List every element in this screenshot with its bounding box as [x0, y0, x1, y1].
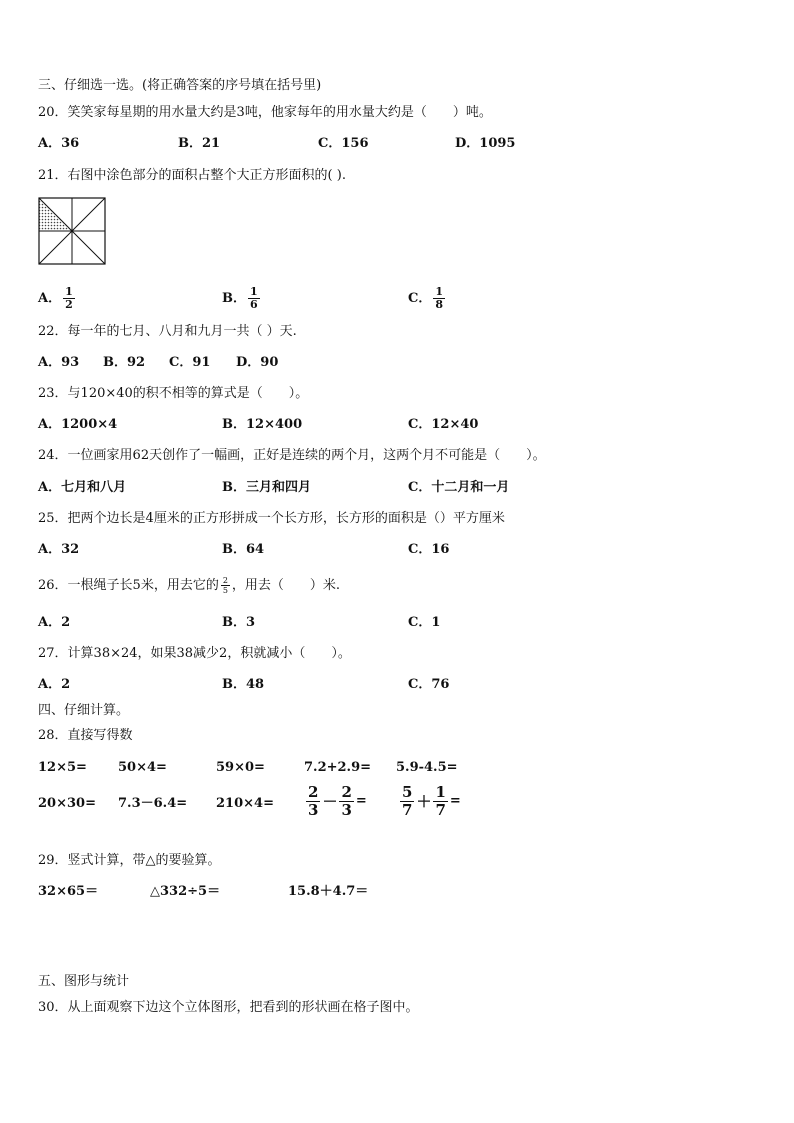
q21-option-b: B． $\frac{1}{6}$ — [222, 285, 258, 311]
q22-option-b: B．92 — [103, 355, 146, 370]
question-23: 23．与120×40的积不相等的算式是（ ）。 — [38, 386, 309, 401]
q20-option-d: D．1095 — [455, 136, 516, 151]
calc-item: 12×5= — [38, 760, 87, 775]
question-21: 21．右图中涂色部分的面积占整个大正方形面积的( ). — [38, 168, 346, 183]
calc-item: 7.2+2.9= — [304, 760, 372, 775]
q27-option-a: A．2 — [38, 677, 71, 692]
calc-item: 210×4= — [216, 796, 274, 811]
q22-option-c: C．91 — [169, 355, 211, 370]
section-4-heading: 四、仔细计算。 — [38, 703, 130, 718]
question-30: 30．从上面观察下边这个立体图形，把看到的形状画在格子图中。 — [38, 1000, 419, 1015]
q27-option-c: C．76 — [408, 677, 450, 692]
question-28: 28．直接写得数 — [38, 728, 133, 743]
question-29: 29．竖式计算，带△的要验算。 — [38, 853, 221, 868]
question-26: 26．一根绳子长5米，用去它的 $\frac{2}{5}$ ，用去（ ）米. — [38, 576, 341, 595]
calc-item: 7.3－6.4= — [118, 796, 188, 811]
question-22: 22．每一年的七月、八月和九月一共（ ）天. — [38, 324, 297, 339]
q27-option-b: B．48 — [222, 677, 265, 692]
calc-fraction-1: $\frac{2}{3}$ － $\frac{2}{3}$ = — [308, 783, 367, 819]
q20-option-c: C．156 — [318, 136, 369, 151]
q23-option-b: B．12×400 — [222, 417, 303, 432]
q25-option-c: C．16 — [408, 542, 450, 557]
q21-option-a: A． $\frac{1}{2}$ — [38, 285, 73, 311]
question-25: 25．把两个边长是4厘米的正方形拼成一个长方形，长方形的面积是（）平方厘米 — [38, 511, 505, 526]
section-3-heading: 三、仔细选一选。(将正确答案的序号填在括号里) — [38, 78, 322, 93]
q21-option-c: C． $\frac{1}{8}$ — [408, 285, 444, 311]
question-27: 27．计算38×24，如果38减少2，积就减小（ ）。 — [38, 646, 351, 661]
section-5-heading: 五、图形与统计 — [38, 974, 130, 989]
vertical-calc-item: △332÷5＝ — [150, 884, 221, 899]
calc-item: 59×0= — [216, 760, 265, 775]
q20-option-b: B．21 — [178, 136, 221, 151]
q26-option-b: B．3 — [222, 615, 256, 630]
q24-option-c: C．十二月和一月 — [408, 480, 510, 495]
q20-option-a: A．36 — [38, 136, 80, 151]
q22-option-a: A．93 — [38, 355, 80, 370]
q25-option-b: B．64 — [222, 542, 265, 557]
calc-item: 5.9-4.5= — [396, 760, 458, 775]
vertical-calc-item: 15.8＋4.7＝ — [288, 884, 369, 899]
question-20: 20．笑笑家每星期的用水量大约是3吨，他家每年的用水量大约是（ ）吨。 — [38, 105, 492, 120]
question-24: 24．一位画家用62天创作了一幅画，正好是连续的两个月，这两个月不可能是（ ）。 — [38, 448, 546, 463]
q23-option-c: C．12×40 — [408, 417, 479, 432]
q24-option-a: A．七月和八月 — [38, 480, 127, 495]
q22-option-d: D．90 — [236, 355, 279, 370]
q26-option-a: A．2 — [38, 615, 71, 630]
q26-option-c: C．1 — [408, 615, 441, 630]
calc-item: 20×30= — [38, 796, 96, 811]
calc-item: 50×4= — [118, 760, 167, 775]
q23-option-a: A．1200×4 — [38, 417, 118, 432]
vertical-calc-item: 32×65＝ — [38, 884, 99, 899]
q25-option-a: A．32 — [38, 542, 80, 557]
q24-option-b: B．三月和四月 — [222, 480, 312, 495]
square-figure — [38, 197, 106, 265]
calc-fraction-2: $\frac{5}{7}$ ＋ $\frac{1}{7}$ = — [402, 783, 461, 819]
